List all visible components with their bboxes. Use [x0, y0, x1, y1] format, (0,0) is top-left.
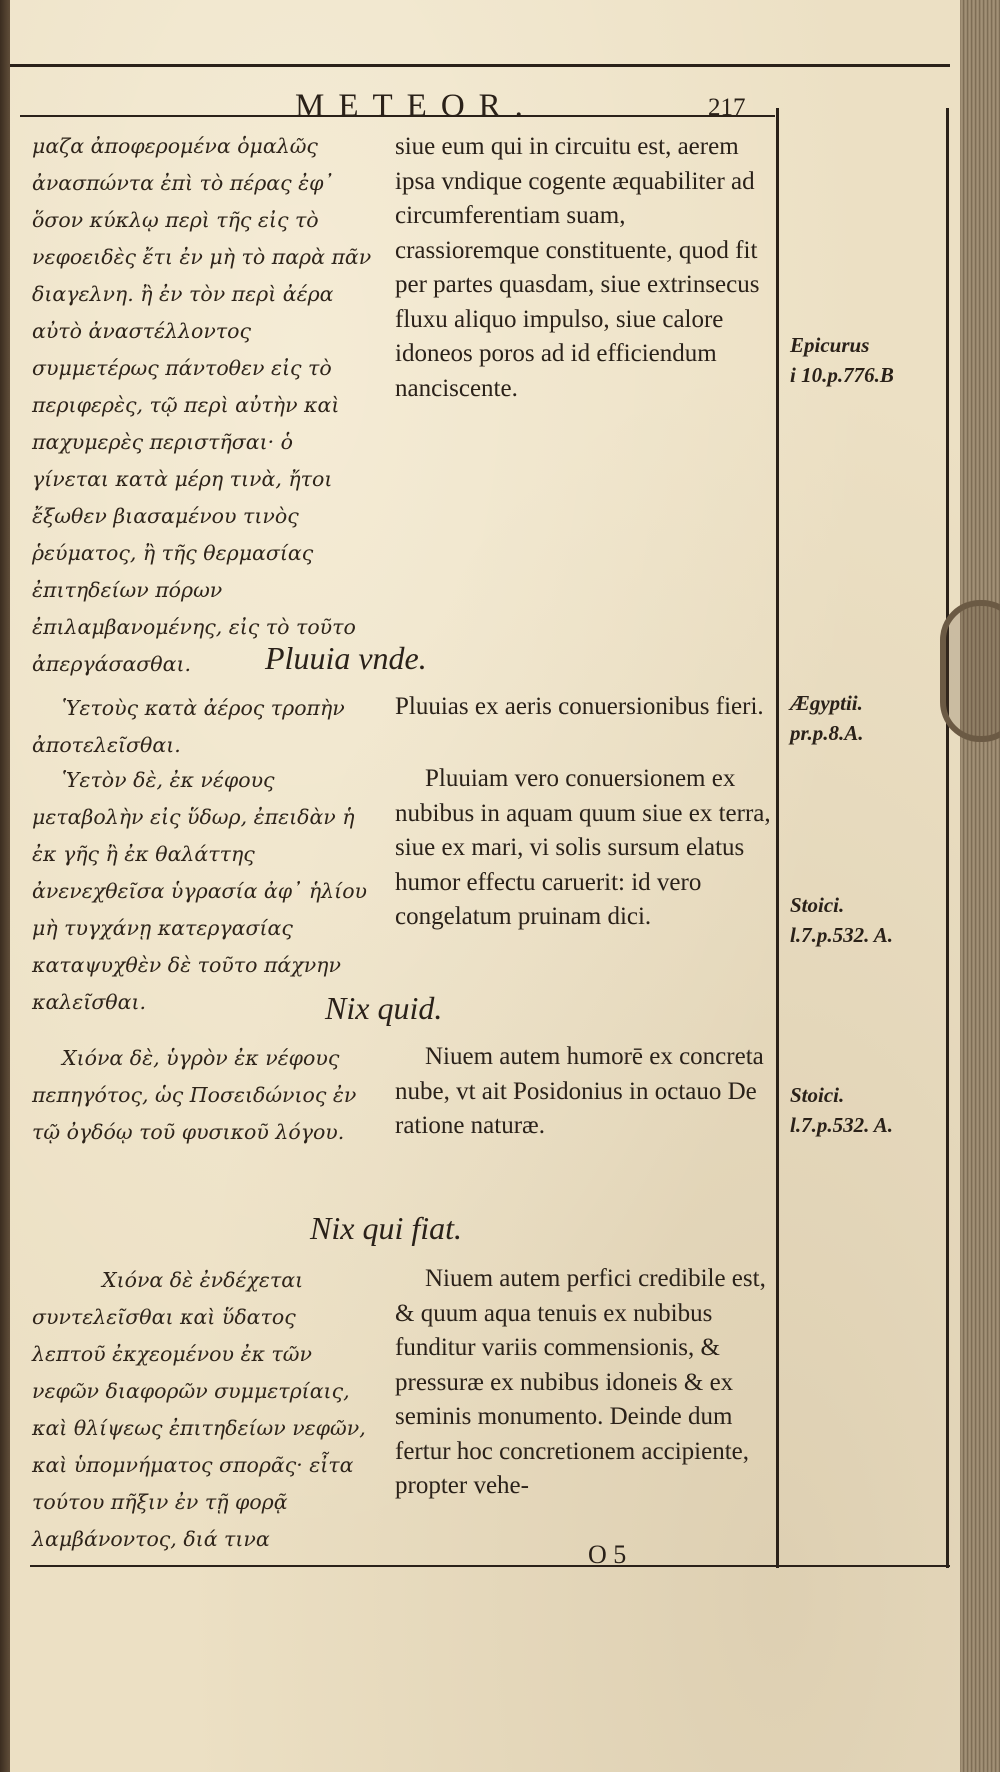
- signature-mark: O 5: [588, 1540, 627, 1569]
- margin-note-epicurus: [790, 330, 950, 390]
- greek-text-block-3: Χιόνα δὲ, ὑγρὸν ἐκ νέφους πεπηγότος, ὡς Ποσειδώνιος ἐν τῷ ὀγδόῳ τοῦ φυσικοῦ λόγου.: [32, 1046, 357, 1144]
- margin-column-rule: [776, 108, 779, 1568]
- margin-note-name: Stoici.: [790, 893, 845, 917]
- section-heading-nix-quid: Nix quid.: [325, 990, 443, 1026]
- latin-text-block-4: Niuem autem perfici credibile est, & quum aqua tenuis ex nubibus funditur variis commensionis, & pressuræ ex nubibus idoneis & ex seminis monumento. Deinde dum fertur hoc concretionem accipiente, propter vehe-: [395, 1265, 766, 1499]
- running-title: METEOR.: [295, 88, 537, 124]
- margin-note-stoici-1: [790, 890, 950, 950]
- greek-text-block-2b: Ὑετὸν δὲ, ἐκ νέφους μεταβολὴν εἰς ὕδωρ, ἐπειδὰν ἡ ἐκ γῆς ἢ ἐκ θαλάττης ἀνενεχθεῖσα ὑγρασία ἀφ᾽ ἡλίου μὴ τυγχάνῃ κατεργασίας καταψυχθὲν δὲ τοῦτο πάχνην καλεῖσθαι.: [32, 768, 368, 1014]
- margin-note-name: Stoici.: [790, 1083, 845, 1107]
- margin-note-ref: l.7.p.532. A.: [790, 1113, 894, 1137]
- margin-note-ref: i 10.p.776.B: [790, 363, 894, 387]
- page-number: 217: [708, 94, 746, 121]
- latin-text-block-2b: Pluuiam vero conuersionem ex nubibus in aquam quum siue ex terra, siue ex mari, vi solis sursum elatus humor effectu caruerit: id vero congelatum pruinam dici.: [395, 765, 771, 930]
- latin-text-block-2a: Pluuias ex aeris conuersionibus fieri.: [395, 693, 764, 720]
- margin-note-ref: pr.p.8.A.: [790, 721, 864, 745]
- greek-text-block-1: μαζα ἀποφερομένα ὁμαλῶς ἀνασπώντα ἐπὶ τὸ πέρας ἐφ᾽ ὅσον κύκλῳ περὶ τῆς εἰς τὸ νεφοειδὲς ἔτι ἐν μὴ τὸ παρὰ πᾶν διαγελνη. ἢ ἐν τὸν περὶ ἀέρα αὐτὸ ἀναστέλλοντος συμμετέρως πάντοθεν εἰς τὸ περιφερὲς, τῷ περὶ αὐτὴν καὶ παχυμερὲς περιστῆσαι· ὁ γίνεται κατὰ μέρη τινὰ, ἤτοι ἔξωθεν βιασαμένου τινὸς ῥεύματος, ἢ τῆς θερμασίας ἐπιτηδείων πόρων ἐπιλαμβανομένης, εἰς τὸ τοῦτο ἀπεργάσασθαι.: [32, 134, 372, 676]
- greek-text-block-2a: Ὑετοὺς κατὰ ἀέρος τροπὴν ἀποτελεῖσθαι.: [32, 696, 345, 757]
- section-heading-nix-qui-fiat: Nix qui fiat.: [310, 1210, 462, 1246]
- right-margin-rule: [946, 108, 949, 1568]
- book-clasp: [940, 600, 1000, 742]
- greek-text-block-4: Χιόνα δὲ ἐνδέχεται συντελεῖσθαι καὶ ὕδατος λεπτοῦ ἐκχεομένου ἐκ τῶν νεφῶν διαφορῶν συμμετρίαις, καὶ θλίψεως ἐπιτηδείων νεφῶν, καὶ ὑπομνήματος σπορᾶς· εἶτα τούτου πῆξιν ἐν τῇ φορᾷ λαμβάνοντος, διά τινα: [32, 1268, 366, 1551]
- margin-note-name: Ægyptii.: [790, 691, 863, 715]
- margin-note-name: Epicurus: [790, 333, 870, 357]
- book-page: [10, 0, 970, 1772]
- page-fore-edge: [960, 0, 1000, 1772]
- latin-text-block-3: Niuem autem humorē ex concreta nube, vt ait Posidonius in octauo De ratione naturæ.: [395, 1043, 764, 1139]
- margin-note-ref: l.7.p.532. A.: [790, 923, 894, 947]
- bottom-rule: [30, 1565, 950, 1567]
- margin-note-aegyptii: [790, 688, 950, 748]
- section-heading-pluuia: Pluuia vnde.: [265, 640, 427, 676]
- margin-note-stoici-2: [790, 1080, 950, 1140]
- latin-text-block-1: siue eum qui in circuitu est, aerem ipsa vndique cogente æquabiliter ad circumferentiam suam, crassioremque constituente, quod fit per partes quasdam, siue extrinsecus fluxu aliquo impulso, siue calore idoneos poros ad id efficiendum nanciscente.: [395, 133, 760, 402]
- top-rule: [10, 64, 950, 67]
